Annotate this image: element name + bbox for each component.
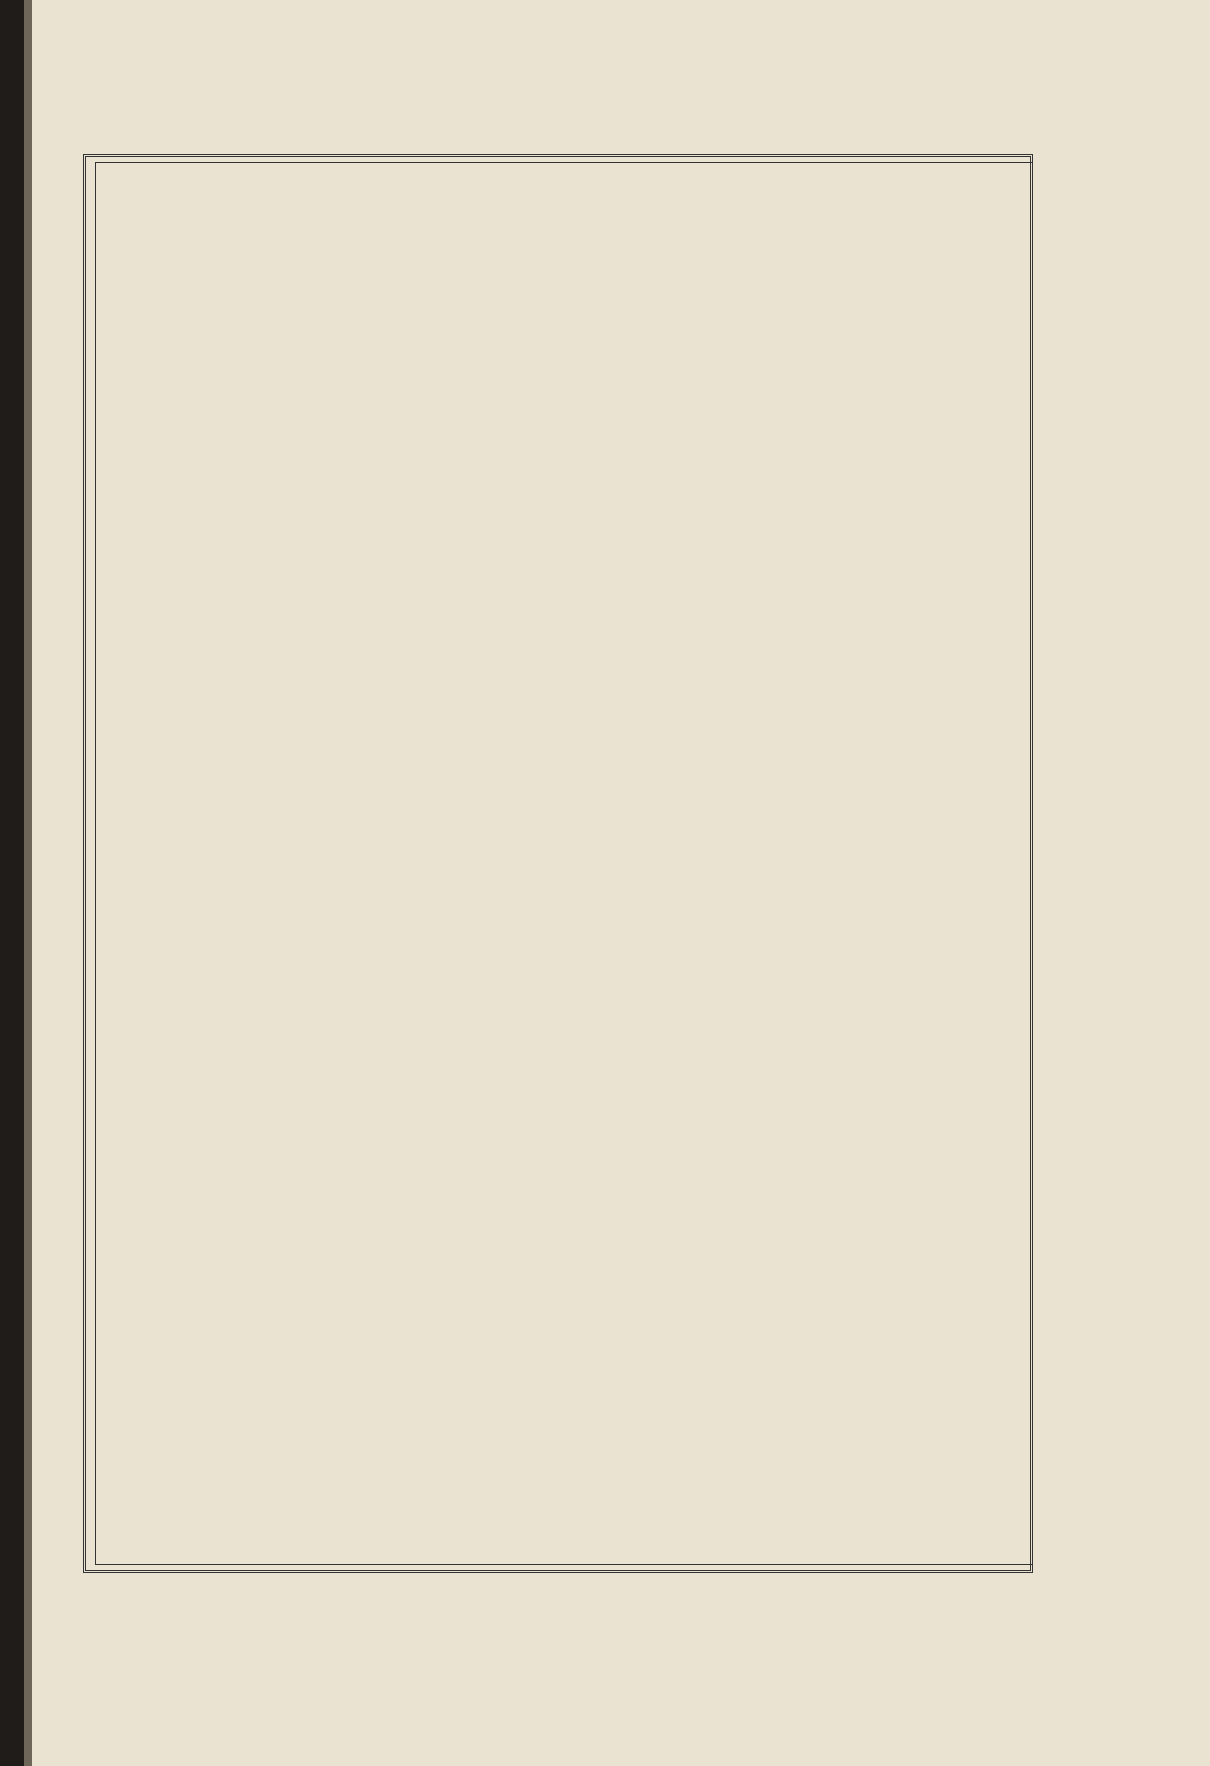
book-spine <box>0 0 24 1766</box>
table-inner-frame <box>95 162 1033 1565</box>
book-spine-edge <box>24 0 32 1766</box>
